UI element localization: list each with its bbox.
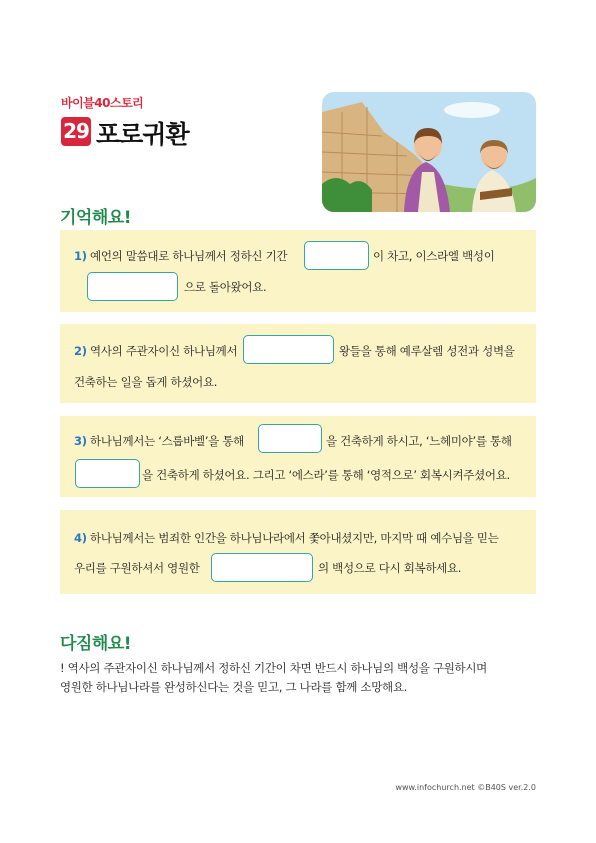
- resolve-line-2: 영원한 하나님나라를 완성하신다는 것을 믿고, 그 나라를 함께 소망해요.: [60, 680, 408, 694]
- question-text: 의 백성으로 다시 회복하세요.: [318, 561, 462, 575]
- question-text: 우리를 구원하셔서 영원한: [74, 561, 200, 575]
- question-1-line-1: [74, 248, 287, 264]
- question-text: 하나님께서는 범죄한 인간을 하나님나라에서 쫓아내셨지만, 마지막 때 예수님을 믿는: [90, 531, 499, 545]
- resolve-line-1: ! 역사의 주관자이신 하나님께서 정하신 기간이 차면 반드시 하나님의 백성을 구원하시며: [60, 661, 487, 675]
- question-text: 으로 돌아왔어요.: [184, 280, 267, 294]
- question-number: 4): [74, 531, 87, 545]
- question-text: 건축하는 일을 돕게 하셨어요.: [74, 375, 218, 389]
- answer-blank-2[interactable]: [243, 335, 334, 364]
- page-title: 포로귀환: [96, 120, 189, 149]
- question-card-4: [60, 510, 536, 594]
- footer-credit: www.infochurch.net ©B40S ver.2.0: [395, 783, 536, 792]
- question-text: 역사의 주관자이신 하나님께서: [90, 344, 238, 358]
- question-text: 을 건축하게 하시고, ‘느헤미야’를 통해: [326, 434, 512, 448]
- bush: [322, 178, 372, 212]
- question-card-1: [60, 230, 536, 312]
- question-number: 3): [74, 434, 87, 448]
- question-number: 2): [74, 344, 87, 358]
- question-text: 왕들을 통해 예루살렘 성전과 성벽을: [339, 344, 515, 358]
- remember-heading: 기억해요!: [60, 208, 131, 228]
- answer-blank-4[interactable]: [211, 553, 313, 582]
- cloud: [444, 102, 500, 118]
- lesson-number-badge: 29: [61, 117, 91, 146]
- question-2-line-1: [74, 343, 237, 359]
- answer-blank-1b[interactable]: [87, 272, 178, 301]
- question-text: 하나님께서는 ‘스룹바벨’을 통해: [90, 434, 244, 448]
- answer-blank-1a[interactable]: [304, 241, 369, 270]
- question-number: 1): [74, 249, 87, 263]
- answer-blank-3b[interactable]: [75, 459, 140, 488]
- question-card-2: [60, 324, 536, 403]
- question-4-line-1: [74, 530, 499, 546]
- series-label: 바이블40스토리: [61, 96, 144, 110]
- answer-blank-3a[interactable]: [258, 424, 322, 453]
- question-text: 이 차고, 이스라엘 백성이: [373, 249, 495, 263]
- question-text: 을 건축하게 하셨어요. 그리고 ‘에스라’를 통해 ‘영적으로’ 회복시켜주셨어요.: [142, 468, 510, 482]
- question-card-3: [60, 416, 536, 497]
- question-3-line-1: [74, 433, 244, 449]
- question-text: 예언의 말씀대로 하나님께서 정하신 기간: [90, 249, 288, 263]
- hero-illustration: [322, 92, 536, 212]
- resolve-heading: 다짐해요!: [60, 634, 131, 654]
